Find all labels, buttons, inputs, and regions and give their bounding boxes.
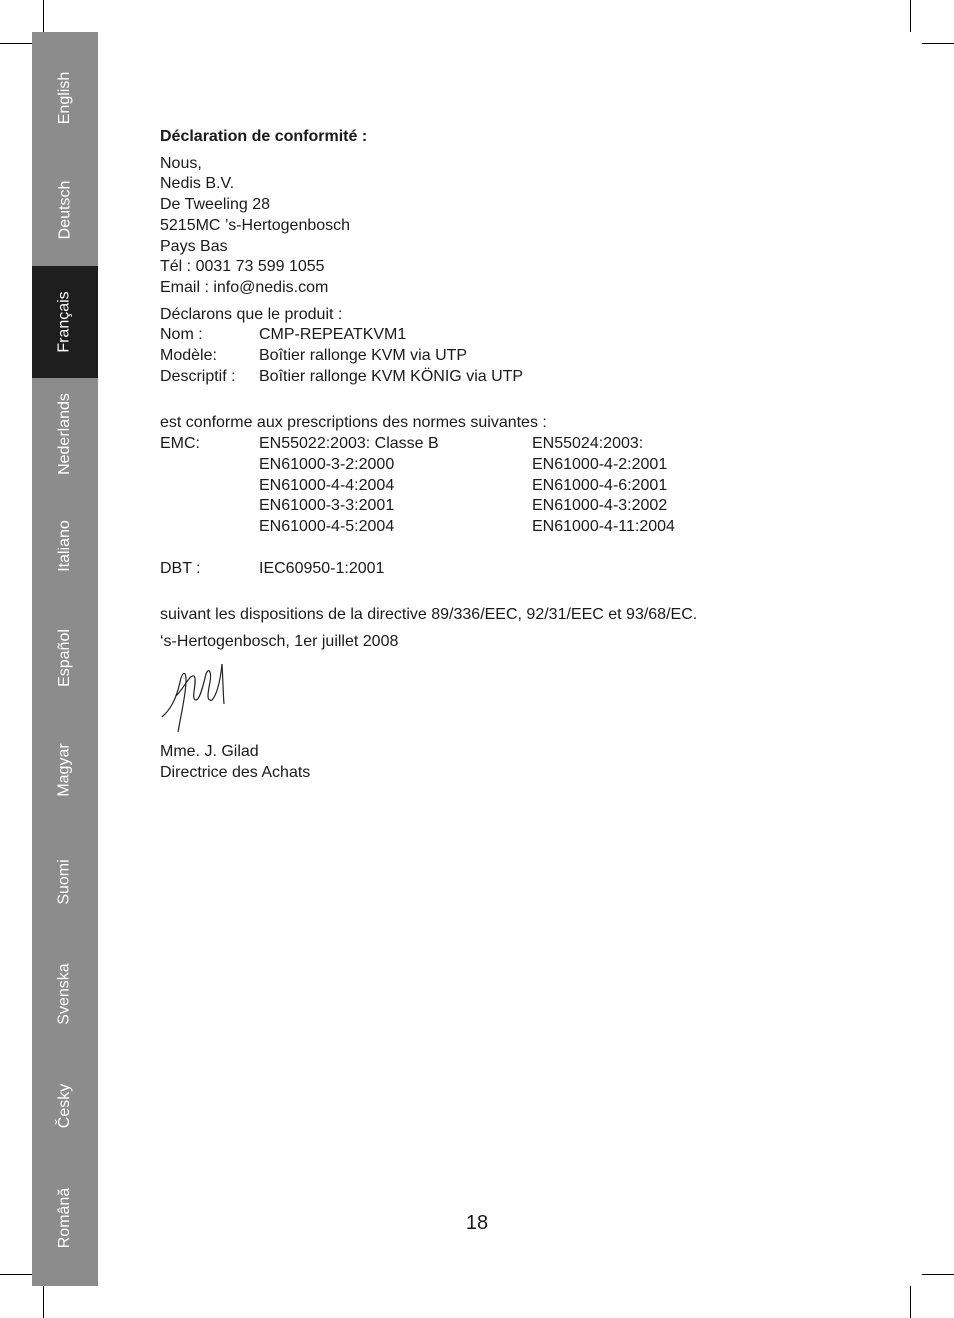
crop-mark (922, 43, 954, 44)
signature (160, 660, 240, 735)
norms-block: est conforme aux prescriptions des normes suivantes : EMC: EN55022:2003: Classe B EN55024:2003: EN61000-3-2:2000 EN61000-4-2:2001 EN61000-4-4:2004 EN61000-4-6:2001 EN61000-3-3:2001 EN61000-4-3:2002 EN61000-4-5:2004 EN61000-4-11:2004 (160, 414, 675, 535)
crop-mark (0, 1274, 32, 1275)
tab-svenska[interactable]: Svenska (56, 963, 73, 1025)
crop-mark (0, 43, 32, 44)
crop-mark (910, 1286, 911, 1318)
tab-espanol[interactable]: Español (55, 629, 73, 687)
language-sidebar (32, 32, 98, 1286)
tab-francais[interactable]: Français (32, 266, 98, 378)
directive-text: suivant les dispositions de la directive 89/336/EEC, 92/31/EEC et 93/68/EC. (160, 606, 698, 624)
product-block: Déclarons que le produit : Nom : CMP-REPEATKVM1 Modèle: Boîtier rallonge KVM via UTP Descriptif : Boîtier rallonge KVM KÖNIG via UTP (160, 305, 524, 385)
tab-english[interactable]: English (55, 71, 73, 125)
address-block: Nous, Nedis B.V. De Tweeling 28 5215MC ’s-Hertogenbosch Pays Bas Tél : 0031 73 599 1055 Email : info@nedis.com (160, 154, 351, 296)
dbt-row: DBT : IEC60950-1:2001 (160, 559, 385, 577)
tab-cesky[interactable]: Česky (55, 1083, 73, 1129)
page-number: 18 (465, 1212, 489, 1234)
tab-nederlands[interactable]: Nederlands (56, 393, 74, 475)
tab-suomi[interactable]: Suomi (55, 859, 73, 905)
tab-romana[interactable]: Română (55, 1187, 73, 1249)
declaration-title: Déclaration de conformité : (160, 128, 368, 145)
place-date: ‘s-Hertogenbosch, 1er juillet 2008 (160, 633, 399, 651)
tab-italiano[interactable]: Italiano (56, 520, 73, 572)
signer-title: Directrice des Achats (160, 763, 311, 781)
crop-mark (43, 1286, 44, 1318)
signer-name: Mme. J. Gilad (160, 743, 259, 760)
crop-mark (922, 1274, 954, 1275)
tab-magyar[interactable]: Magyar (55, 743, 73, 797)
declaration-content (160, 127, 800, 653)
signer-block (160, 742, 800, 783)
crop-mark (43, 0, 44, 32)
crop-mark (910, 0, 911, 32)
tab-deutsch[interactable]: Deutsch (55, 180, 73, 240)
